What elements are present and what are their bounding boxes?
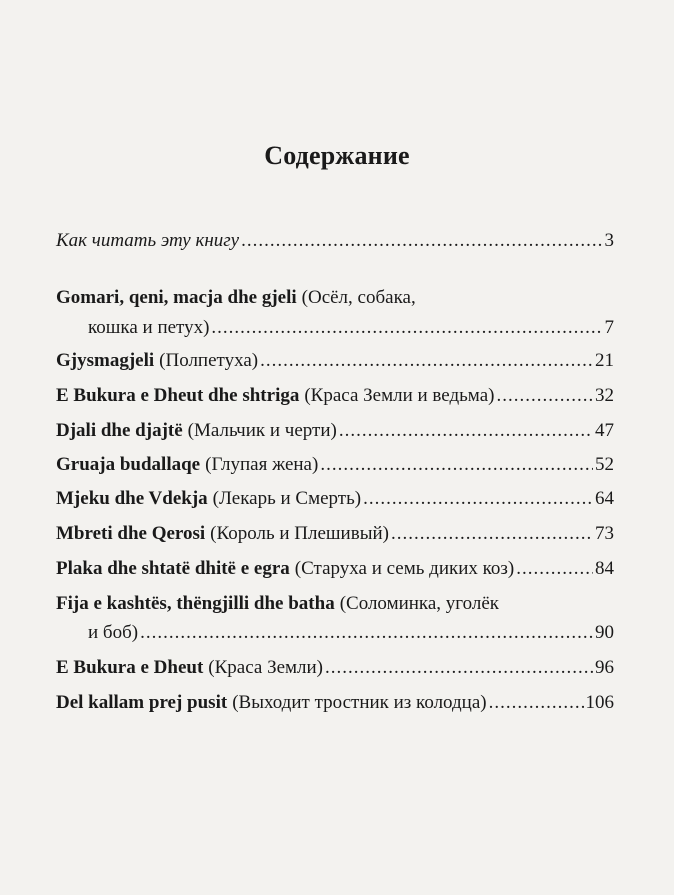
- toc-entry-title-russian: (Выходит тростник из колодца): [232, 692, 487, 713]
- toc-entry-title-albanian: Gruaja budallaqe: [56, 454, 201, 475]
- toc-entry-title-russian: (Король и Плешивый): [210, 523, 389, 544]
- dot-leader: [241, 229, 602, 253]
- toc-entry-9-line-1[interactable]: [56, 592, 614, 616]
- dot-leader: [320, 453, 593, 477]
- toc-page-number: 21: [595, 350, 614, 371]
- toc-page-number: 52: [595, 454, 614, 475]
- toc-page-number: 47: [595, 420, 614, 441]
- toc-entry-title-albanian: Gjysmagjeli: [56, 350, 155, 371]
- toc-entry-title-albanian: Gomari, qeni, macja dhe gjeli: [56, 287, 297, 308]
- toc-entry-4[interactable]: [56, 419, 614, 443]
- toc-page-number: 73: [595, 523, 614, 544]
- toc-entry-title-albanian: Djali dhe djajtë: [56, 420, 183, 441]
- toc-page-number: 96: [595, 657, 614, 678]
- dot-leader: [211, 316, 602, 340]
- toc-entry-2[interactable]: [56, 349, 614, 373]
- toc-entry-9-line-2[interactable]: [88, 621, 614, 645]
- toc-entry-title-russian: (Глупая жена): [205, 454, 319, 475]
- dot-leader: [140, 621, 593, 645]
- dot-leader: [325, 656, 593, 680]
- toc-entry-title-russian: (Соломинка, уголёк: [339, 593, 500, 614]
- dot-leader: [391, 522, 593, 546]
- toc-entry-title-albanian: Fija e kashtës, thëngjilli dhe batha: [56, 593, 335, 614]
- dot-leader: [363, 487, 593, 511]
- toc-entry-title-russian-cont: кошка и петух): [88, 317, 210, 338]
- toc-entry-title-albanian: E Bukura e Dheut: [56, 657, 204, 678]
- toc-page-number: 64: [595, 488, 614, 509]
- toc-entry-title: Как читать эту книгу: [56, 230, 240, 251]
- toc-entry-title-albanian: Plaka dhe shtatë dhitë e egra: [56, 558, 290, 579]
- toc-entry-10[interactable]: [56, 656, 614, 680]
- page-title: Содержание: [264, 141, 410, 170]
- dot-leader: [339, 419, 593, 443]
- toc-entry-7[interactable]: [56, 522, 614, 546]
- toc-entry-intro[interactable]: [56, 229, 614, 253]
- toc-page-number: 106: [585, 692, 614, 713]
- toc-entry-title-albanian: Mbreti dhe Qerosi: [56, 523, 206, 544]
- toc-entry-5[interactable]: [56, 453, 614, 477]
- toc-page-number: 90: [595, 622, 614, 643]
- toc-page-number: 7: [604, 317, 614, 338]
- toc-entry-title-russian: (Старуха и семь диких коз): [294, 558, 515, 579]
- toc-entry-title-russian: (Краса Земли и ведьма): [304, 385, 495, 406]
- toc-entry-11[interactable]: [56, 691, 614, 715]
- toc-entry-title-russian: (Осёл, собака,: [301, 287, 416, 308]
- toc-entry-1-line-1[interactable]: [56, 286, 614, 310]
- toc-entry-title-russian-cont: и боб): [88, 622, 139, 643]
- toc-entry-title-russian: (Краса Земли): [208, 657, 324, 678]
- dot-leader: [489, 691, 584, 715]
- toc-entry-6[interactable]: [56, 487, 614, 511]
- toc-entry-title-albanian: E Bukura e Dheut dhe shtriga: [56, 385, 300, 406]
- toc-page-number: 84: [595, 558, 614, 579]
- toc-entry-title-russian: (Мальчик и черти): [187, 420, 337, 441]
- toc-entry-8[interactable]: [56, 557, 614, 581]
- toc-page-number: 32: [595, 385, 614, 406]
- toc-entry-title-russian: (Лекарь и Смерть): [212, 488, 362, 509]
- dot-leader: [496, 384, 593, 408]
- toc-entry-title-albanian: Mjeku dhe Vdekja: [56, 488, 208, 509]
- toc-entry-3[interactable]: [56, 384, 614, 408]
- dot-leader: [516, 557, 593, 581]
- toc-entry-title-albanian: Del kallam prej pusit: [56, 692, 228, 713]
- toc-entry-1-line-2[interactable]: [88, 316, 614, 340]
- dot-leader: [260, 349, 593, 373]
- toc-page-number: 3: [604, 230, 614, 251]
- toc-entry-title-russian: (Полпетуха): [159, 350, 259, 371]
